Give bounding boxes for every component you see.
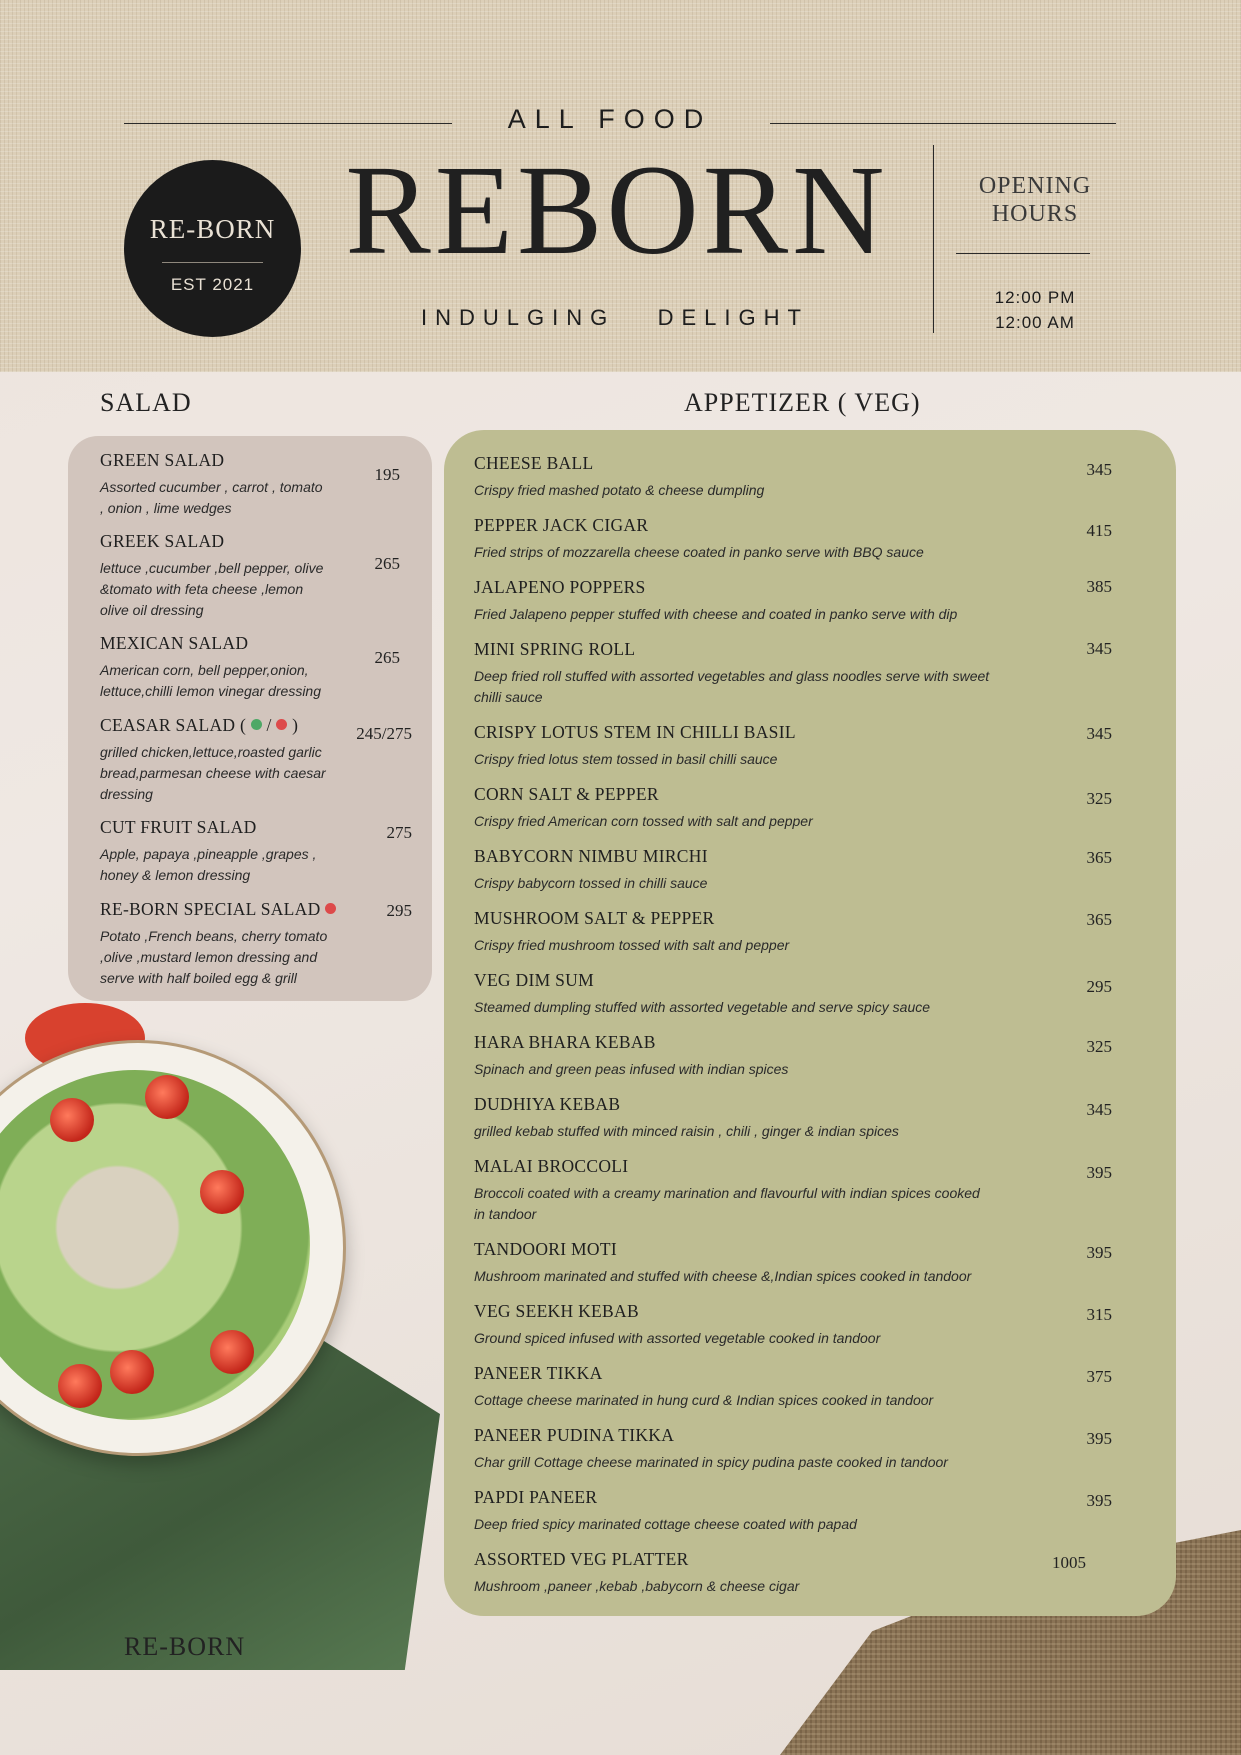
nonveg-dot-icon bbox=[276, 719, 287, 730]
desc-line: Fried Jalapeno pepper stuffed with cheese and coated in panko serve with dip bbox=[474, 606, 958, 622]
menu-item bbox=[474, 1301, 1074, 1349]
item-price: 375 bbox=[1086, 1367, 1112, 1386]
item-description bbox=[474, 1390, 1074, 1411]
item-name: MEXICAN SALAD bbox=[100, 633, 249, 653]
opening-hours bbox=[965, 285, 1105, 335]
menu-item bbox=[100, 715, 360, 805]
item-name-text: CEASAR SALAD ( bbox=[100, 715, 247, 735]
menu-item bbox=[474, 577, 1074, 625]
item-description bbox=[474, 1121, 1074, 1142]
item-price: 295 bbox=[1086, 977, 1112, 996]
desc-line: Deep fried spicy marinated cottage cheese coated with papad bbox=[474, 1516, 857, 1532]
item-name bbox=[100, 899, 360, 920]
item-price: 345 bbox=[1086, 460, 1112, 479]
desc-line: Broccoli coated with a creamy marination and flavourful with indian spices cooked bbox=[474, 1185, 980, 1201]
menu-item bbox=[474, 453, 1074, 501]
desc-line: lettuce ,cucumber ,bell pepper, olive bbox=[100, 560, 324, 576]
item-name: GREEN SALAD bbox=[100, 450, 225, 470]
item-name: CRISPY LOTUS STEM IN CHILLI BASIL bbox=[474, 722, 796, 742]
item-name: DUDHIYA KEBAB bbox=[474, 1094, 621, 1114]
item-description bbox=[100, 558, 360, 621]
item-name: PAPDI PANEER bbox=[474, 1487, 598, 1507]
item-price: 315 bbox=[1086, 1305, 1112, 1324]
item-name: PANEER PUDINA TIKKA bbox=[474, 1425, 675, 1445]
desc-line: Fried strips of mozzarella cheese coated in panko serve with BBQ sauce bbox=[474, 544, 924, 560]
header-rule-right bbox=[770, 123, 1116, 124]
salad-section-title: SALAD bbox=[100, 388, 192, 417]
item-description bbox=[474, 1266, 1074, 1287]
desc-line: dressing bbox=[100, 786, 153, 802]
item-price: 345 bbox=[1086, 1100, 1112, 1119]
item-description bbox=[474, 1514, 1074, 1535]
item-description bbox=[474, 1183, 1074, 1225]
desc-line: grilled chicken,lettuce,roasted garlic bbox=[100, 744, 322, 760]
desc-line: Apple, papaya ,pineapple ,grapes , bbox=[100, 846, 317, 862]
opening-title-line2: HOURS bbox=[991, 201, 1079, 227]
desc-line: Crispy fried lotus stem tossed in basil chilli sauce bbox=[474, 751, 778, 767]
menu-item bbox=[474, 784, 1074, 832]
item-name: HARA BHARA KEBAB bbox=[474, 1032, 656, 1052]
item-name-text: RE-BORN SPECIAL SALAD bbox=[100, 899, 321, 919]
item-price: 395 bbox=[1086, 1491, 1112, 1510]
desc-line: Crispy babycorn tossed in chilli sauce bbox=[474, 875, 708, 891]
desc-line: olive oil dressing bbox=[100, 602, 204, 618]
header-banner bbox=[0, 0, 1241, 372]
item-name: CORN SALT & PEPPER bbox=[474, 784, 659, 804]
item-description bbox=[474, 997, 1074, 1018]
menu-item bbox=[474, 1549, 1074, 1597]
item-price: 265 bbox=[374, 554, 400, 573]
item-name: PEPPER JACK CIGAR bbox=[474, 515, 649, 535]
item-name: JALAPENO POPPERS bbox=[474, 577, 646, 597]
open-time: 12:00 PM bbox=[994, 288, 1076, 307]
menu-item bbox=[474, 722, 1074, 770]
desc-line: Steamed dumpling stuffed with assorted vegetable and serve spicy sauce bbox=[474, 999, 931, 1015]
item-name: BABYCORN NIMBU MIRCHI bbox=[474, 846, 708, 866]
desc-line: in tandoor bbox=[474, 1206, 537, 1222]
desc-line: lettuce,chilli lemon vinegar dressing bbox=[100, 683, 321, 699]
item-price: 1005 bbox=[1052, 1553, 1086, 1572]
item-description bbox=[474, 1576, 1074, 1597]
item-description bbox=[100, 660, 360, 702]
item-name: ASSORTED VEG PLATTER bbox=[474, 1549, 689, 1569]
desc-line: Ground spiced infused with assorted vegetable cooked in tandoor bbox=[474, 1330, 881, 1346]
item-price: 245/275 bbox=[356, 724, 412, 743]
item-name: GREEK SALAD bbox=[100, 531, 225, 551]
item-price: 265 bbox=[374, 648, 400, 667]
desc-line: serve with half boiled egg & grill bbox=[100, 970, 297, 986]
header-rule-left bbox=[124, 123, 452, 124]
desc-line: Cottage cheese marinated in hung curd & Indian spices cooked in tandoor bbox=[474, 1392, 934, 1408]
menu-item bbox=[474, 639, 1074, 708]
item-name: TANDOORI MOTI bbox=[474, 1239, 617, 1259]
menu-item bbox=[100, 633, 360, 702]
item-description bbox=[474, 935, 1074, 956]
veg-dot-icon bbox=[251, 719, 262, 730]
desc-line: chilli sauce bbox=[474, 689, 543, 705]
menu-item bbox=[474, 1094, 1074, 1142]
menu-item bbox=[474, 1363, 1074, 1411]
item-name-separator: / bbox=[266, 715, 272, 735]
menu-item bbox=[474, 1032, 1074, 1080]
item-description bbox=[474, 749, 1074, 770]
menu-item bbox=[100, 899, 360, 989]
desc-line: &tomato with feta cheese ,lemon bbox=[100, 581, 304, 597]
cherry-tomato-image bbox=[50, 1098, 94, 1142]
logo-divider bbox=[162, 262, 263, 263]
item-price: 325 bbox=[1086, 1037, 1112, 1056]
item-description bbox=[100, 477, 360, 519]
item-description bbox=[474, 604, 1074, 625]
item-price: 365 bbox=[1086, 910, 1112, 929]
item-description bbox=[100, 844, 360, 886]
desc-line: ,olive ,mustard lemon dressing and bbox=[100, 949, 318, 965]
item-price: 275 bbox=[386, 823, 412, 842]
desc-line: Assorted cucumber , carrot , tomato bbox=[100, 479, 323, 495]
item-price: 365 bbox=[1086, 848, 1112, 867]
menu-item bbox=[100, 531, 360, 621]
logo-established: EST 2021 bbox=[170, 275, 255, 294]
desc-line: American corn, bell pepper,onion, bbox=[100, 662, 309, 678]
item-price: 395 bbox=[1086, 1163, 1112, 1182]
item-description bbox=[474, 811, 1074, 832]
item-price: 295 bbox=[386, 901, 412, 920]
cherry-tomato-image bbox=[210, 1330, 254, 1374]
cherry-tomato-image bbox=[145, 1075, 189, 1119]
menu-item bbox=[100, 817, 360, 886]
item-name: MINI SPRING ROLL bbox=[474, 639, 636, 659]
logo-badge bbox=[124, 160, 301, 337]
item-description bbox=[474, 1452, 1074, 1473]
item-price: 415 bbox=[1086, 521, 1112, 540]
desc-line: Mushroom ,paneer ,kebab ,babycorn & cheese cigar bbox=[474, 1578, 800, 1594]
item-name bbox=[100, 715, 360, 736]
menu-item bbox=[474, 1487, 1074, 1535]
menu-item bbox=[100, 450, 360, 519]
item-price: 345 bbox=[1086, 639, 1112, 658]
footer-brand: RE-BORN bbox=[124, 1632, 246, 1661]
top-label: ALL FOOD bbox=[507, 104, 713, 134]
menu-item bbox=[474, 1239, 1074, 1287]
menu-item bbox=[474, 970, 1074, 1018]
desc-line: Deep fried roll stuffed with assorted vegetables and glass noodles serve with sweet bbox=[474, 668, 990, 684]
logo-name: RE-BORN bbox=[149, 214, 276, 244]
cherry-tomato-image bbox=[58, 1364, 102, 1408]
item-description bbox=[474, 480, 1074, 501]
item-name: VEG SEEKH KEBAB bbox=[474, 1301, 639, 1321]
item-name: PANEER TIKKA bbox=[474, 1363, 603, 1383]
desc-line: Char grill Cottage cheese marinated in spicy pudina paste cooked in tandoor bbox=[474, 1454, 948, 1470]
desc-line: Spinach and green peas infused with indian spices bbox=[474, 1061, 789, 1077]
desc-line: grilled kebab stuffed with minced raisin , chili , ginger & indian spices bbox=[474, 1123, 899, 1139]
item-price: 385 bbox=[1086, 577, 1112, 596]
item-name: MALAI BROCCOLI bbox=[474, 1156, 629, 1176]
desc-line: Mushroom marinated and stuffed with cheese &,Indian spices cooked in tandoor bbox=[474, 1268, 972, 1284]
item-price: 345 bbox=[1086, 724, 1112, 743]
close-time: 12:00 AM bbox=[995, 313, 1075, 332]
item-price: 395 bbox=[1086, 1243, 1112, 1262]
item-description bbox=[100, 926, 360, 989]
item-name: CHEESE BALL bbox=[474, 453, 594, 473]
cherry-tomato-image bbox=[200, 1170, 244, 1214]
desc-line: Crispy fried mushroom tossed with salt and pepper bbox=[474, 937, 790, 953]
item-description bbox=[474, 873, 1074, 894]
item-name-close: ) bbox=[292, 715, 299, 735]
desc-line: Crispy fried mashed potato & cheese dumpling bbox=[474, 482, 765, 498]
nonveg-dot-icon bbox=[325, 903, 336, 914]
menu-item bbox=[474, 1156, 1074, 1225]
tagline: INDULGING DELIGHT bbox=[421, 305, 809, 330]
item-name: VEG DIM SUM bbox=[474, 970, 594, 990]
item-description bbox=[474, 666, 1074, 708]
header-vertical-rule bbox=[933, 145, 934, 333]
cherry-tomato-image bbox=[110, 1350, 154, 1394]
item-description bbox=[100, 742, 360, 805]
item-name: MUSHROOM SALT & PEPPER bbox=[474, 908, 715, 928]
appetizer-section-title: APPETIZER ( VEG) bbox=[684, 388, 921, 417]
desc-line: honey & lemon dressing bbox=[100, 867, 251, 883]
menu-item bbox=[474, 515, 1074, 563]
menu-item bbox=[474, 908, 1074, 956]
opening-rule bbox=[956, 253, 1090, 254]
item-price: 395 bbox=[1086, 1429, 1112, 1448]
desc-line: , onion , lime wedges bbox=[100, 500, 232, 516]
menu-item bbox=[474, 1425, 1074, 1473]
item-price: 195 bbox=[374, 465, 400, 484]
item-price: 325 bbox=[1086, 789, 1112, 808]
opening-hours-title bbox=[955, 172, 1115, 228]
item-description bbox=[474, 1059, 1074, 1080]
item-name: CUT FRUIT SALAD bbox=[100, 817, 257, 837]
brand-title: REBORN bbox=[345, 139, 889, 281]
menu-item bbox=[474, 846, 1074, 894]
item-description bbox=[474, 1328, 1074, 1349]
opening-title-line1: OPENING bbox=[978, 173, 1092, 199]
desc-line: bread,parmesan cheese with caesar bbox=[100, 765, 326, 781]
desc-line: Crispy fried American corn tossed with salt and pepper bbox=[474, 813, 813, 829]
item-description bbox=[474, 542, 1074, 563]
desc-line: Potato ,French beans, cherry tomato bbox=[100, 928, 328, 944]
